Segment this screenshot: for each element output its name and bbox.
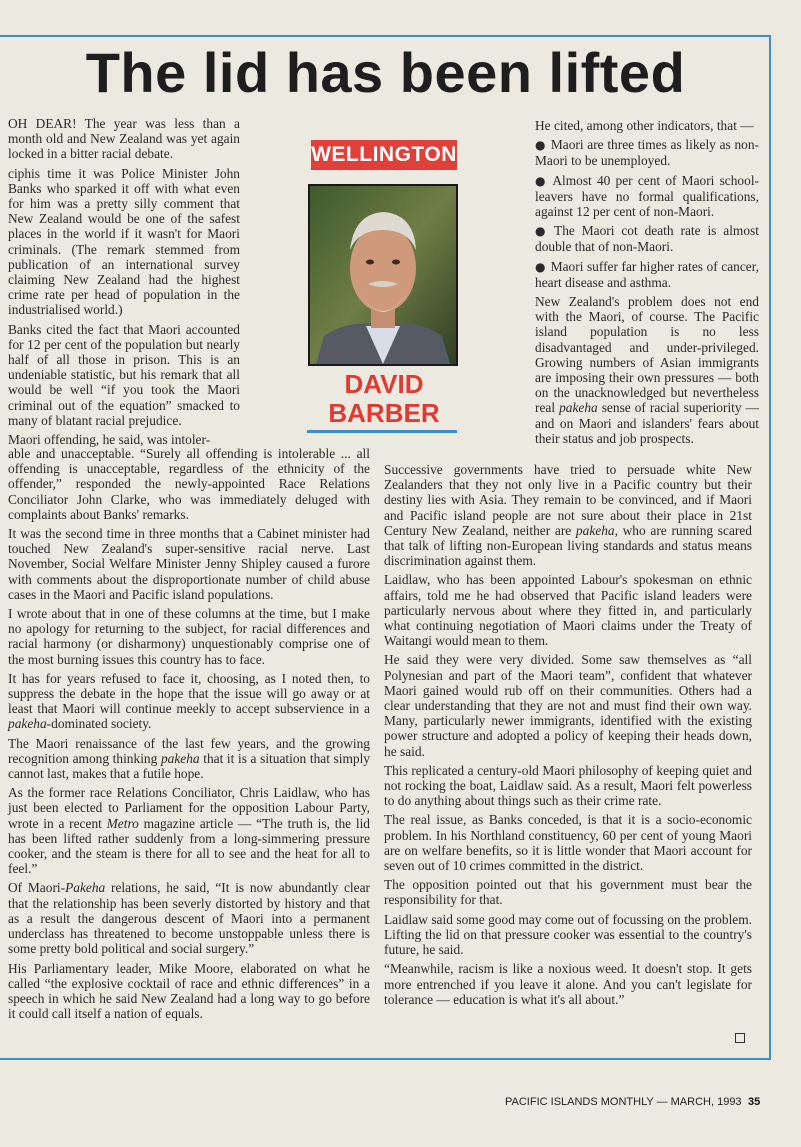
paragraph bbox=[8, 671, 370, 732]
paragraph bbox=[384, 961, 752, 1007]
bullet-item bbox=[535, 223, 759, 254]
bullet-item bbox=[535, 173, 759, 220]
text-run: “Meanwhile, racism is like a noxious weed. It doesn't stop. It gets more entrenched if you leave it alone. And you can't legislate for tolerance — education is what it's all about.” bbox=[384, 961, 752, 1007]
headline: The lid has been lifted bbox=[85, 41, 686, 104]
paragraph bbox=[535, 118, 759, 133]
text-run: Maori suffer far higher rates of cancer, heart disease and asthma. bbox=[535, 258, 759, 290]
text-run: Of Maori- bbox=[8, 880, 66, 896]
bullet-item bbox=[535, 137, 759, 168]
paragraph bbox=[384, 462, 752, 568]
text-run: pakeha bbox=[8, 716, 47, 732]
text-run: Laidlaw said some good may come out of focussing on the problem. Lifting the lid on that pressure cooker was essential to the country's future, he said. bbox=[384, 911, 752, 958]
paragraph bbox=[8, 166, 240, 318]
column-left-top bbox=[8, 116, 240, 451]
paragraph bbox=[8, 322, 240, 428]
paragraph bbox=[384, 812, 752, 873]
end-of-article-mark bbox=[735, 1033, 745, 1043]
author-byline bbox=[300, 370, 468, 428]
text-run: magazine article — “The truth is, the lid has been lifted rather suddenly from a long-simmering pressure cooker, and the steam is there for all to see and the heat for all to feel.” bbox=[8, 815, 370, 877]
paragraph bbox=[8, 432, 240, 447]
paragraph bbox=[8, 116, 240, 162]
paragraph bbox=[535, 294, 759, 446]
text-run: The opposition pointed out that his government must bear the responsibility for that. bbox=[384, 877, 752, 908]
text-run: able and unacceptable. “Surely all offending is intolerable ... all offending is unacceptable, regardless of the ethnicity of the offender,” responded the newly-appointed Race Relations Conciliator John Clarke, who was immediately deluged with complaints about Banks' remarks. bbox=[8, 446, 370, 522]
location-badge: WELLINGTON bbox=[311, 140, 457, 170]
paragraph bbox=[384, 912, 752, 958]
page-number: 35 bbox=[748, 1096, 761, 1108]
paragraph bbox=[384, 877, 752, 907]
paragraph bbox=[8, 606, 370, 667]
author-last-name: BARBER bbox=[328, 398, 440, 428]
text-run: This replicated a century-old Maori philosophy of keeping quiet and not rocking the boat, Laidlaw said. As a result, Maori felt powerless to do anything about things such as their crime rate. bbox=[384, 762, 752, 809]
text-run: pakeha bbox=[559, 400, 598, 416]
text-run: It was the second time in three months that a Cabinet minister had touched New Zealand's super-sensitive racial nerve. Last November, Social Welfare Minister Jenny Shipley caused a furore with comments about the disproportionate number of child abuse cases in the Maori and Pacific island populations. bbox=[8, 526, 370, 602]
text-run: He cited, among other indicators, that — bbox=[535, 118, 754, 133]
paragraph bbox=[384, 652, 752, 758]
bullet-item bbox=[535, 259, 759, 290]
paragraph bbox=[384, 763, 752, 809]
paragraph bbox=[384, 572, 752, 648]
text-run: It has for years refused to face it, choosing, as I noted then, to suppress the debate in the hope that the issue will go away or at least that Maori will continue meekly to accept subservience in a bbox=[8, 670, 370, 717]
column-right-wide bbox=[384, 462, 752, 1011]
paragraph bbox=[8, 446, 370, 522]
paragraph bbox=[8, 785, 370, 876]
text-run: New Zealand's problem does not end with the Maori, of course. The Pacific island population is no less disadvantaged and under-privileged. Growing numbers of Asian immigrants are imposing their own pressures — both on the unacknowledged but nevertheless real bbox=[535, 294, 759, 416]
text-run: As the former race Relations Conciliator, Chris Laidlaw, who has just been elected to Parliament for the opposition Labour Party, wrote in a recent bbox=[8, 785, 370, 831]
text-run: Laidlaw, who has been appointed Labour's spokesman on ethnic affairs, told me he had observed that Pacific island leaders were particularly nervous about where they fitted in, and particularly what continuing negotiation of Maori claims under the Treaty of Waitangi would mean to them. bbox=[384, 572, 752, 649]
text-run: He said they were very divided. Some saw themselves as “all Polynesian and part of the Maori team”, confident that whatever Maori gained would rub off on their communities. Others had a clear understanding that they are not and must find their own way. Many, particularly newer immigrants, identified with the existing power structure and adopted a policy of keeping their heads down, he said. bbox=[384, 652, 752, 759]
text-run: ciphis time it was Police Minister John Banks who sparked it off with what even for him was a pretty silly comment that New Zealand would be one of the safest places in the world if it wasn't for Maori criminals. (The remark stemmed from publication of an international survey claiming New Zealand had the highest crime rate per head of population in the industrialised world.) bbox=[8, 165, 240, 318]
text-run: Almost 40 per cent of Maori school-leavers have no formal qualifications, against 12 per cent of non-Maori. bbox=[535, 172, 759, 220]
text-run: Banks cited the fact that Maori accounted for 12 per cent of the population but nearly half of all those in prison. This is an undeniable statistic, but his remark that all would be well “if you took the Maori criminal out of the equation” smacked to many of blatant racial prejudice. bbox=[8, 321, 240, 428]
text-run: -dominated society. bbox=[46, 716, 152, 732]
paragraph bbox=[8, 526, 370, 602]
text-run: Pakeha bbox=[65, 880, 106, 896]
text-run: I wrote about that in one of these columns at the time, but I make no apology for returning to the subject, for racial differences and racial harmony (or disharmony) unquestionably comprise one of the most burning issues this country has to face. bbox=[8, 606, 370, 667]
text-run: Maori offending, he said, was intoler- bbox=[8, 432, 211, 448]
column-left-wide bbox=[8, 446, 370, 1025]
text-run: , who are running scared that talk of lifting non-European living standards and status means discrimination against them. bbox=[384, 522, 753, 569]
text-run: pakeha bbox=[575, 522, 615, 538]
text-run: pakeha bbox=[160, 750, 200, 766]
text-run: His Parliamentary leader, Mike Moore, elaborated on what he called “the explosive cocktail of race and ethnic differences” in a speech in which he said New Zealand had a long way to go before it could call itself a nation of equals. bbox=[8, 960, 370, 1022]
column-right-top bbox=[535, 118, 759, 450]
paragraph bbox=[8, 880, 370, 956]
text-run: Successive governments have tried to persuade white New Zealanders that they not only live in a Pacific country but their destiny lies with Asia. They remain to be convinced, and if Maori and Pacific island people are not sure about their place in 21st Century New Zealand, neither are bbox=[384, 462, 752, 538]
footer-publication: PACIFIC ISLANDS MONTHLY — MARCH, 1993 bbox=[505, 1096, 742, 1108]
text-run: Metro bbox=[106, 815, 139, 831]
text-run: OH DEAR! The year was less than a month old and New Zealand was yet again locked in a bitter racial debate. bbox=[8, 116, 240, 162]
text-run: sense of racial superiority — and on Maori and islanders' fears about their status and job prospects. bbox=[535, 400, 759, 446]
text-run: Maori are three times as likely as non-Maori to be unemployed. bbox=[535, 137, 759, 169]
paragraph bbox=[8, 961, 370, 1022]
text-run: The real issue, as Banks conceded, is that it is a socio-economic problem. In his Northland constituency, 60 per cent of young Maori are on welfare benefits, so it is little wonder that Maori account for seven out of 10 crimes committed in the district. bbox=[384, 812, 752, 874]
text-run: The Maori renaissance of the last few years, and the growing recognition among thinking bbox=[8, 735, 370, 766]
text-run: The Maori cot death rate is almost double that of non-Maori. bbox=[535, 223, 759, 255]
text-run: relations, he said, “It is now abundantly clear that the relationship has been severly distorted by history and that as a result the dangerous descent of Maori into a permanent underclass has threatened to become unstoppable unless there is some pretty bold political and social surgery.” bbox=[8, 880, 370, 957]
paragraph bbox=[8, 736, 370, 782]
author-first-name: DAVID bbox=[344, 369, 424, 399]
byline-rule bbox=[307, 430, 457, 433]
author-photo bbox=[308, 184, 458, 366]
text-run: that it is a situation that simply cannot last, makes that a futile hope. bbox=[8, 750, 371, 782]
